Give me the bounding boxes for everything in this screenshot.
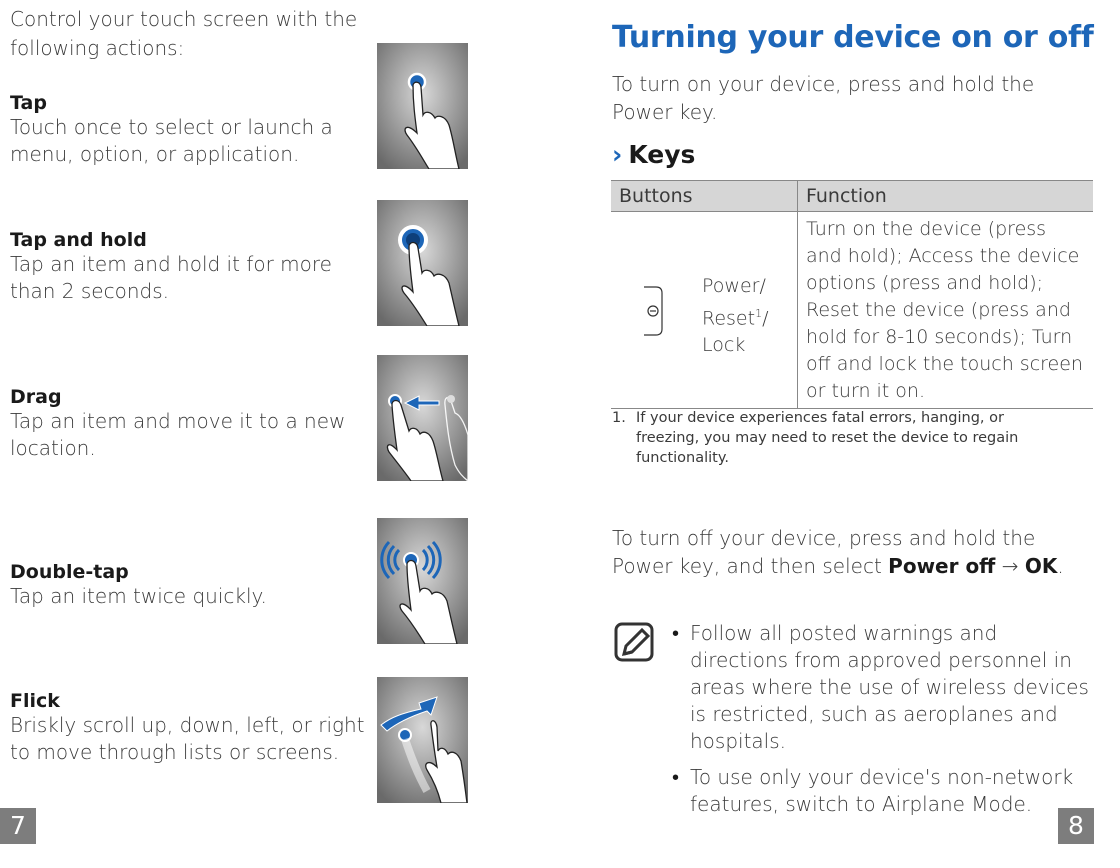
- gesture-title: Tap: [10, 92, 47, 114]
- button-label: [702, 273, 768, 359]
- gesture-drag: [10, 386, 370, 462]
- gesture-double-tap: [10, 561, 370, 610]
- gesture-flick: [10, 690, 370, 766]
- gesture-description: Tap an item and move it to a new location.: [10, 409, 346, 460]
- table-header-row: [611, 181, 1093, 212]
- chevron-right-icon: ›: [612, 140, 623, 169]
- column-header: Function: [798, 181, 1094, 212]
- drag-gesture-icon: [377, 355, 468, 481]
- footnote: [612, 408, 1082, 468]
- button-label-reset: Reset: [702, 307, 756, 330]
- flick-gesture-icon: [377, 677, 468, 803]
- list-item: • To use only your device's non-network features, switch to Airplane Mode.: [672, 764, 1097, 818]
- turn-off-text: To turn off your device, press and hold the Power key, and then select: [612, 526, 1036, 578]
- button-label-line: [702, 300, 768, 332]
- column-header: Buttons: [611, 181, 798, 212]
- footnote-number: 1.: [612, 410, 626, 426]
- page-number: 8: [1058, 808, 1094, 844]
- page-title: Turning your device on or off: [612, 20, 1094, 55]
- gesture-title: Double-tap: [10, 561, 129, 583]
- gesture-description: Briskly scroll up, down, left, or right to move through lists or screens.: [10, 713, 365, 764]
- gesture-description: Tap an item twice quickly.: [10, 584, 267, 608]
- arrow-icon: →: [1001, 554, 1019, 578]
- tap-hold-gesture-icon: [377, 200, 468, 326]
- page-number: 7: [0, 808, 36, 844]
- notes-list: [672, 620, 1097, 827]
- footnote-ref: 1: [755, 307, 763, 320]
- function-cell: Turn on the device (press and hold); Access the device options (press and hold); Reset the device (press and hold for 8-10 seconds); Turn off and lock the touch screen or turn it on.: [798, 212, 1094, 409]
- button-label-line: Lock: [702, 334, 746, 357]
- intro-text: Control your touch screen with the following actions:: [10, 7, 358, 60]
- note-icon: [612, 620, 656, 668]
- table-row: [611, 212, 1093, 409]
- gesture-title: Drag: [10, 386, 62, 408]
- keys-heading: [612, 140, 695, 169]
- list-item: • Follow all posted warnings and directions from approved personnel in areas where the use of wireless devices is restricted, such as aeroplanes and hospitals.: [672, 620, 1097, 755]
- gesture-title: Flick: [10, 690, 60, 712]
- button-cell: [611, 212, 798, 409]
- power-off-option: Power off: [888, 554, 996, 578]
- keys-heading-text: Keys: [628, 140, 696, 169]
- double-tap-gesture-icon: [377, 518, 468, 644]
- turn-on-instructions: To turn on your device, press and hold the Power key.: [612, 72, 1035, 124]
- button-label-line: Power/: [702, 275, 766, 297]
- gesture-title: Tap and hold: [10, 229, 147, 251]
- gesture-tap: [10, 92, 370, 168]
- ok-option: OK: [1024, 554, 1058, 578]
- turn-off-suffix: .: [1057, 554, 1064, 578]
- gesture-description: Tap an item and hold it for more than 2 seconds.: [10, 252, 332, 303]
- gesture-tap-and-hold: [10, 229, 370, 305]
- turn-off-instructions: [612, 524, 1082, 580]
- footnote-text: If your device experiences fatal errors, hanging, or freezing, you may need to reset the device to regain functionality.: [636, 410, 1019, 466]
- keys-table: [611, 180, 1093, 409]
- button-label-slash: /: [762, 307, 769, 330]
- gesture-description: Touch once to select or launch a menu, option, or application.: [10, 115, 333, 166]
- side-key-icon: [642, 285, 666, 342]
- tap-gesture-icon: [377, 43, 468, 169]
